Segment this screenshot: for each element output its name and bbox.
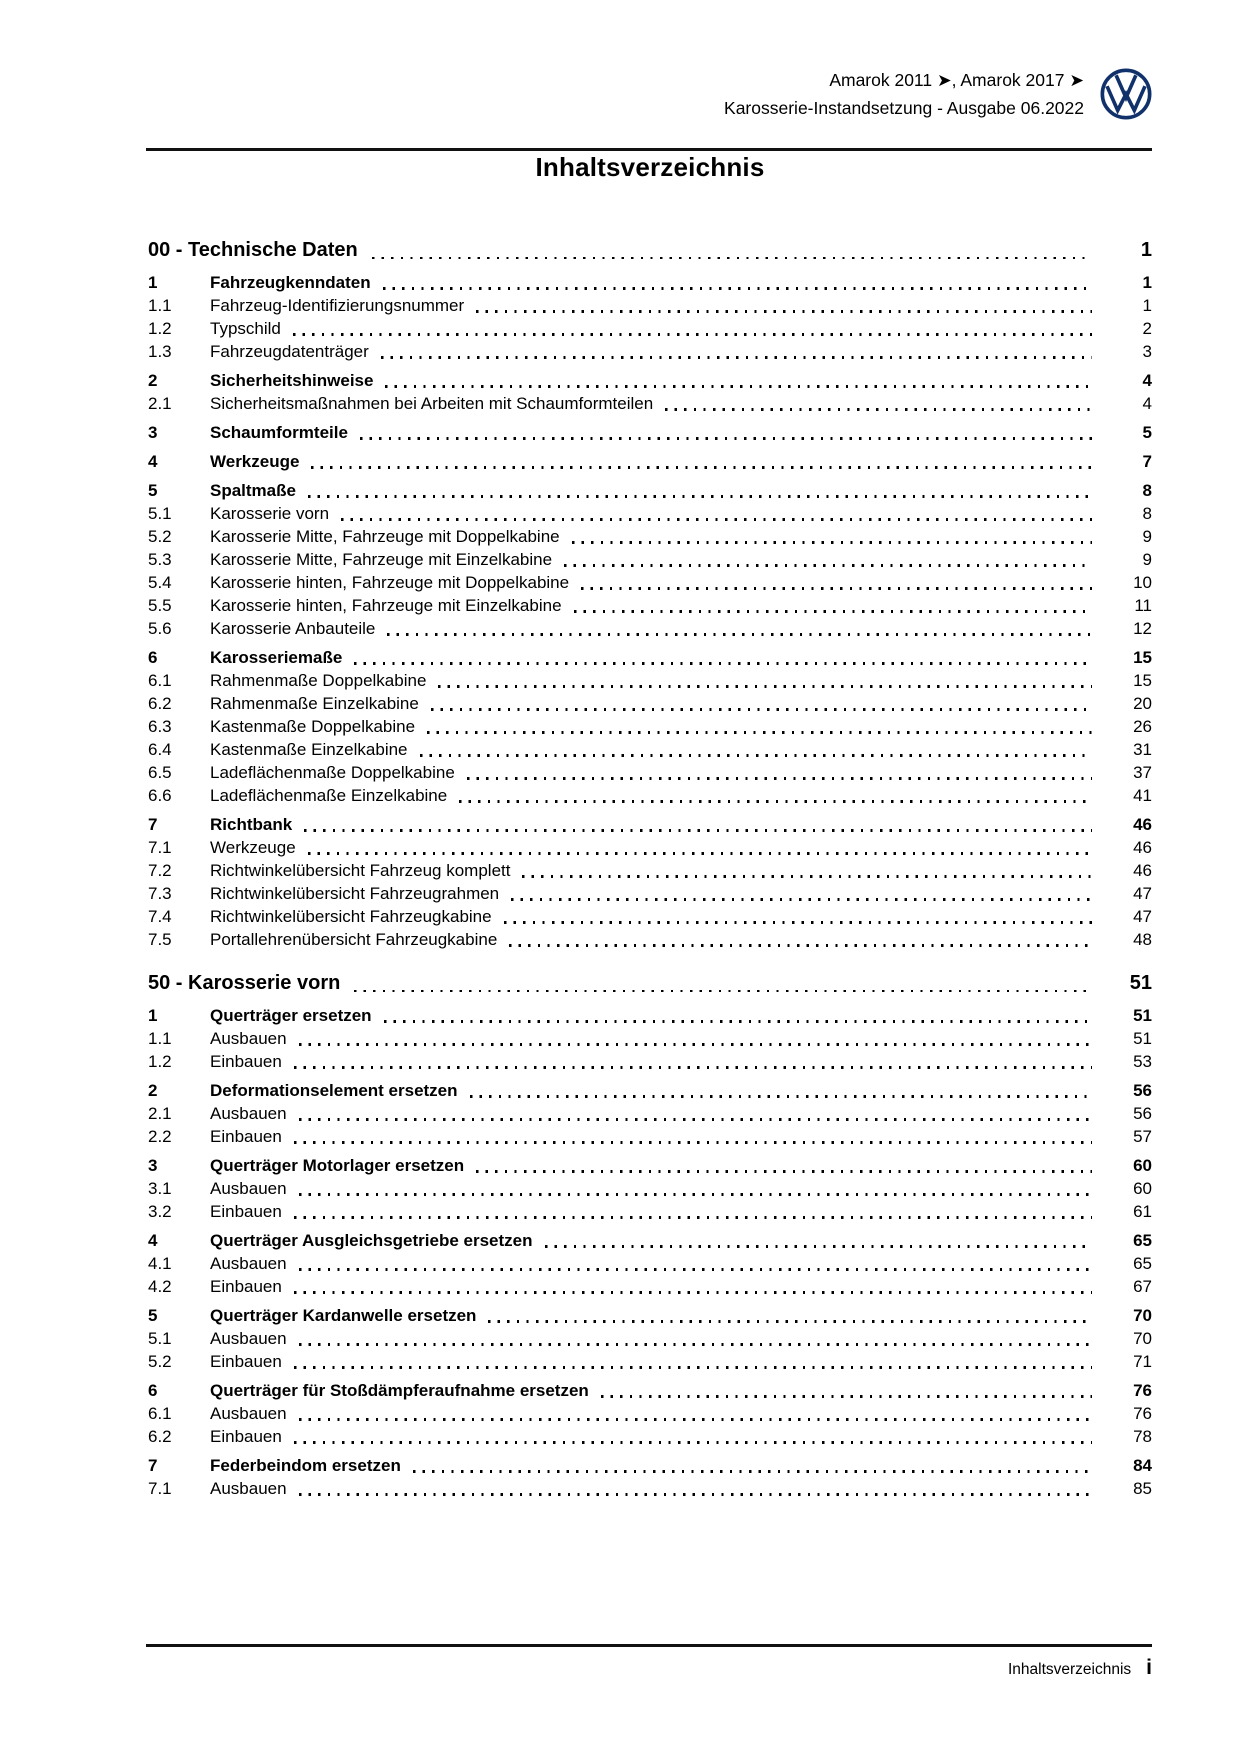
toc-entry-number: 2.1	[148, 394, 172, 413]
toc-entry-page-number: 3	[1142, 342, 1152, 361]
toc-entry-title: Karosserie vorn	[210, 504, 330, 523]
toc-entry-number: 5.2	[148, 527, 172, 546]
toc-entry-page-number: 41	[1133, 786, 1152, 805]
toc-section-label: 00 - Technische Daten	[148, 239, 358, 261]
toc-entry-page-number: 70	[1133, 1306, 1152, 1325]
toc-entry-number: 5.6	[148, 619, 172, 638]
dot-leader	[572, 541, 1092, 543]
dot-leader	[459, 800, 1092, 802]
toc-entry-number: 7.2	[148, 861, 172, 880]
toc-entry[interactable]	[148, 1177, 1152, 1200]
toc-entry-page-number: 8	[1142, 481, 1152, 500]
toc-entry[interactable]	[148, 1229, 1152, 1252]
dot-leader	[304, 829, 1092, 831]
toc-entry-page-number: 78	[1133, 1427, 1152, 1446]
toc-entry-page-number: 76	[1133, 1404, 1152, 1423]
toc-entry-page-number: 15	[1133, 648, 1152, 667]
toc-section-page-number: 51	[1129, 972, 1152, 994]
toc-entry[interactable]	[148, 1304, 1152, 1327]
toc-entry-number: 7.3	[148, 884, 172, 903]
toc-entry[interactable]	[148, 1454, 1152, 1477]
toc-section-header[interactable]	[148, 237, 1152, 264]
toc-entry[interactable]	[148, 761, 1152, 784]
toc-entry-title: Karosserie Anbauteile	[210, 619, 376, 638]
toc-entry-page-number: 76	[1133, 1381, 1152, 1400]
toc-entry[interactable]	[148, 271, 1152, 294]
dot-leader	[308, 495, 1092, 497]
toc-entry-number: 7.1	[148, 1479, 172, 1498]
toc-entry-title: Karosserie hinten, Fahrzeuge mit Doppelkabine	[210, 573, 570, 592]
dot-leader	[294, 1366, 1092, 1368]
toc-entry-title: Querträger Motorlager ersetzen	[210, 1156, 465, 1175]
toc-entry[interactable]	[148, 571, 1152, 594]
toc-entry-title: Ladeflächenmaße Doppelkabine	[210, 763, 455, 782]
toc-entry-number: 6	[148, 1381, 158, 1400]
dot-leader	[381, 356, 1092, 358]
toc-entry[interactable]	[148, 1102, 1152, 1125]
dot-leader	[299, 1343, 1092, 1345]
toc-entry-title: Schaumformteile	[210, 423, 348, 442]
toc-entry-number: 2.2	[148, 1127, 172, 1146]
toc-entry[interactable]	[148, 882, 1152, 905]
toc-entry-page-number: 46	[1133, 838, 1152, 857]
toc-entry-title: Werkzeuge	[210, 838, 296, 857]
toc-entry-title: Karosseriemaße	[210, 648, 343, 667]
toc-entry-page-number: 53	[1133, 1052, 1152, 1071]
toc-entry-page-number: 9	[1142, 550, 1152, 569]
toc-entry-page-number: 84	[1133, 1456, 1152, 1475]
toc-entry-number: 6.2	[148, 1427, 172, 1446]
toc-entry-page-number: 51	[1133, 1006, 1152, 1025]
toc-entry-page-number: 9	[1142, 527, 1152, 546]
dot-leader	[294, 1441, 1092, 1443]
toc-entry-number: 1	[148, 273, 158, 292]
toc-entry-number: 4.2	[148, 1277, 172, 1296]
dot-leader	[294, 1141, 1092, 1143]
toc-entry-number: 1.2	[148, 1052, 172, 1071]
toc-entry[interactable]	[148, 928, 1152, 951]
toc-entry[interactable]	[148, 1200, 1152, 1223]
toc-entry-title: Karosserie Mitte, Fahrzeuge mit Doppelkabine	[210, 527, 560, 546]
toc-entry-number: 5	[148, 481, 158, 500]
toc-entry-number: 2.1	[148, 1104, 172, 1123]
toc-entry-title: Einbauen	[210, 1127, 282, 1146]
toc-entry-page-number: 15	[1133, 671, 1152, 690]
toc-entry[interactable]	[148, 1079, 1152, 1102]
toc-entry[interactable]	[148, 646, 1152, 669]
toc-entry-page-number: 57	[1133, 1127, 1152, 1146]
toc-entry[interactable]	[148, 715, 1152, 738]
toc-entry[interactable]	[148, 1350, 1152, 1373]
toc-entry-title: Rahmenmaße Einzelkabine	[210, 694, 419, 713]
toc-entry-title: Karosserie hinten, Fahrzeuge mit Einzelkabine	[210, 596, 562, 615]
toc-entry[interactable]	[148, 905, 1152, 928]
toc-entry-number: 3	[148, 1156, 158, 1175]
toc-entry-number: 5.1	[148, 504, 172, 523]
toc-entry[interactable]	[148, 1327, 1152, 1350]
dot-leader	[564, 564, 1092, 566]
toc-entry-number: 1.1	[148, 1029, 172, 1048]
toc-entry-title: Einbauen	[210, 1427, 282, 1446]
dot-leader	[311, 466, 1092, 468]
dot-leader	[293, 333, 1092, 335]
dot-leader	[383, 287, 1092, 289]
toc-entry-page-number: 11	[1134, 596, 1152, 615]
toc-entry-number: 2	[148, 371, 158, 390]
toc-entry-page-number: 31	[1133, 740, 1152, 759]
page-footer	[1008, 1656, 1152, 1680]
toc-entry-title: Richtwinkelübersicht Fahrzeugrahmen	[210, 884, 500, 903]
dot-leader	[665, 408, 1092, 410]
dot-leader	[420, 754, 1092, 756]
toc-entry-title: Deformationselement ersetzen	[210, 1081, 458, 1100]
toc-entry-page-number: 4	[1142, 394, 1152, 413]
toc-entry-number: 5.1	[148, 1329, 172, 1348]
toc-entry-title: Spaltmaße	[210, 481, 296, 500]
dot-leader	[438, 685, 1092, 687]
dot-leader	[387, 633, 1092, 635]
toc-entry-number: 1.3	[148, 342, 172, 361]
page-title: Inhaltsverzeichnis	[535, 152, 765, 182]
toc-entry-number: 4.1	[148, 1254, 172, 1273]
toc-entry-page-number: 70	[1133, 1329, 1152, 1348]
header-model-line: Amarok 2011 ➤, Amarok 2017 ➤	[829, 70, 1084, 90]
dot-leader	[294, 1216, 1092, 1218]
toc-entry-number: 3.1	[148, 1179, 172, 1198]
toc-entry-page-number: 61	[1133, 1202, 1152, 1221]
dot-leader	[413, 1470, 1092, 1472]
toc-entry-page-number: 60	[1133, 1179, 1152, 1198]
toc-entry-number: 6	[148, 648, 158, 667]
dot-leader	[294, 1066, 1092, 1068]
header-text	[724, 66, 1084, 122]
toc-entry-page-number: 48	[1133, 930, 1152, 949]
toc-section-page-number: 1	[1140, 239, 1152, 261]
toc-entry-number: 6.1	[148, 1404, 172, 1423]
dot-leader	[476, 310, 1092, 312]
toc-entry-number: 6.2	[148, 694, 172, 713]
toc-entry-title: Ausbauen	[210, 1254, 287, 1273]
toc-entry-page-number: 1	[1142, 273, 1152, 292]
toc-entry-title: Werkzeuge	[210, 452, 300, 471]
toc-entry-title: Fahrzeug-Identifizierungsnummer	[210, 296, 465, 315]
toc-entry-page-number: 60	[1133, 1156, 1152, 1175]
toc-entry-title: Ausbauen	[210, 1479, 287, 1498]
footer-divider	[146, 1644, 1152, 1647]
toc-entry-page-number: 56	[1133, 1081, 1152, 1100]
toc-entry-page-number: 65	[1133, 1254, 1152, 1273]
toc-entry[interactable]	[148, 617, 1152, 640]
toc-entry-page-number: 65	[1133, 1231, 1152, 1250]
toc-entry-title: Sicherheitsmaßnahmen bei Arbeiten mit Schaumformteilen	[210, 394, 654, 413]
toc-entry[interactable]	[148, 1125, 1152, 1148]
footer-section-label: Inhaltsverzeichnis	[1007, 1661, 1132, 1678]
toc-entry-page-number: 47	[1133, 907, 1152, 926]
toc-entry[interactable]	[148, 1275, 1152, 1298]
toc-entry[interactable]	[148, 421, 1152, 444]
toc-entry-page-number: 37	[1133, 763, 1152, 782]
dot-leader	[581, 587, 1092, 589]
toc-entry[interactable]	[148, 479, 1152, 502]
toc-entry-title: Ausbauen	[210, 1404, 287, 1423]
toc-entry[interactable]	[148, 1379, 1152, 1402]
toc-entry[interactable]	[148, 1477, 1152, 1500]
toc-entry-title: Einbauen	[210, 1277, 282, 1296]
toc-entry-title: Sicherheitshinweise	[210, 371, 374, 390]
dot-leader	[384, 1020, 1092, 1022]
toc-entry-page-number: 51	[1133, 1029, 1152, 1048]
toc-entry-number: 5.3	[148, 550, 172, 569]
toc-entry-title: Einbauen	[210, 1202, 282, 1221]
dot-leader	[574, 610, 1092, 612]
dot-leader	[467, 777, 1092, 779]
dot-leader	[509, 944, 1092, 946]
dot-leader	[601, 1395, 1092, 1397]
toc-entry-title: Ausbauen	[210, 1329, 287, 1348]
dot-leader	[427, 731, 1092, 733]
toc-entry-number: 1	[148, 1006, 158, 1025]
toc-entry-number: 3.2	[148, 1202, 172, 1221]
toc-entry-title: Fahrzeugdatenträger	[210, 342, 369, 361]
toc-entry-page-number: 7	[1142, 452, 1152, 471]
toc-entry-page-number: 46	[1133, 815, 1152, 834]
toc-entry-number: 1.2	[148, 319, 172, 338]
toc-entry-page-number: 85	[1133, 1479, 1152, 1498]
footer-page-number: i	[1146, 1656, 1152, 1679]
toc-entry-number: 5.5	[148, 596, 172, 615]
toc-entry-number: 6.5	[148, 763, 172, 782]
toc-entry[interactable]	[148, 294, 1152, 317]
toc-section-header[interactable]	[148, 970, 1152, 997]
toc-entry[interactable]	[148, 317, 1152, 340]
toc-entry[interactable]	[148, 836, 1152, 859]
toc-entry-number: 2	[148, 1081, 158, 1100]
toc-entry[interactable]	[148, 502, 1152, 525]
toc-entry-title: Querträger ersetzen	[210, 1006, 372, 1025]
toc-entry-number: 3	[148, 423, 158, 442]
dot-leader	[360, 437, 1092, 439]
dot-leader	[299, 1043, 1092, 1045]
toc-entry-title: Kastenmaße Doppelkabine	[210, 717, 416, 736]
toc-entry-title: Portallehrenübersicht Fahrzeugkabine	[210, 930, 498, 949]
dot-leader	[522, 875, 1092, 877]
toc-entry-page-number: 71	[1133, 1352, 1152, 1371]
toc-entry-title: Ausbauen	[210, 1179, 287, 1198]
toc-entry-number: 4	[148, 452, 158, 471]
toc-entry-page-number: 12	[1133, 619, 1152, 638]
toc-entry[interactable]	[148, 1425, 1152, 1448]
toc-entry[interactable]	[148, 669, 1152, 692]
toc-entry-page-number: 26	[1133, 717, 1152, 736]
toc-entry-number: 6.3	[148, 717, 172, 736]
toc-entry-number: 5	[148, 1306, 158, 1325]
toc-entry-number: 4	[148, 1231, 158, 1250]
dot-leader	[476, 1170, 1092, 1172]
dot-leader	[431, 708, 1092, 710]
toc-entry-page-number: 1	[1142, 296, 1152, 315]
toc-entry[interactable]	[148, 1050, 1152, 1073]
toc-entry[interactable]	[148, 1154, 1152, 1177]
toc-entry-number: 7	[148, 815, 158, 834]
toc-entry-number: 7.1	[148, 838, 172, 857]
header-edition-line: Karosserie-Instandsetzung - Ausgabe 06.2022	[724, 98, 1084, 118]
toc-entry-page-number: 4	[1142, 371, 1152, 390]
toc-entry-title: Richtwinkelübersicht Fahrzeugkabine	[210, 907, 492, 926]
toc-entry-title: Ladeflächenmaße Einzelkabine	[210, 786, 448, 805]
toc-entry[interactable]	[148, 1004, 1152, 1027]
dot-leader	[299, 1193, 1092, 1195]
toc-entry-number: 6.4	[148, 740, 172, 759]
toc-entry[interactable]	[148, 548, 1152, 571]
dot-leader	[545, 1245, 1093, 1247]
toc-entry-page-number: 8	[1142, 504, 1152, 523]
toc-entry[interactable]	[148, 784, 1152, 807]
dot-leader	[294, 1291, 1092, 1293]
toc-entry-title: Ausbauen	[210, 1104, 287, 1123]
dot-leader	[354, 662, 1092, 664]
toc-entry-title: Einbauen	[210, 1052, 282, 1071]
dot-leader	[504, 921, 1092, 923]
toc-entry-page-number: 47	[1133, 884, 1152, 903]
dot-leader	[354, 990, 1092, 992]
toc-entry-number: 7	[148, 1456, 158, 1475]
toc-entry-number: 5.2	[148, 1352, 172, 1371]
page-header	[148, 66, 1152, 122]
toc-entry[interactable]	[148, 340, 1152, 363]
toc-entry-title: Ausbauen	[210, 1029, 287, 1048]
toc-entry[interactable]	[148, 1027, 1152, 1050]
table-of-contents	[148, 218, 1152, 1500]
toc-entry-number: 6.1	[148, 671, 172, 690]
toc-entry[interactable]	[148, 525, 1152, 548]
toc-entry-page-number: 10	[1133, 573, 1152, 592]
toc-entry-title: Querträger Ausgleichsgetriebe ersetzen	[210, 1231, 533, 1250]
toc-entry[interactable]	[148, 859, 1152, 882]
dot-leader	[299, 1493, 1092, 1495]
dot-leader	[511, 898, 1092, 900]
toc-entry-number: 5.4	[148, 573, 172, 592]
toc-entry-title: Einbauen	[210, 1352, 282, 1371]
toc-entry[interactable]	[148, 813, 1152, 836]
toc-entry-title: Kastenmaße Einzelkabine	[210, 740, 408, 759]
dot-leader	[299, 1268, 1092, 1270]
toc-entry-title: Querträger Kardanwelle ersetzen	[210, 1306, 477, 1325]
toc-entry[interactable]	[148, 392, 1152, 415]
toc-entry-title: Federbeindom ersetzen	[210, 1456, 401, 1475]
dot-leader	[299, 1118, 1092, 1120]
dot-leader	[488, 1320, 1092, 1322]
toc-entry-title: Querträger für Stoßdämpferaufnahme ersetzen	[210, 1381, 589, 1400]
toc-entry-title: Fahrzeugkenndaten	[210, 273, 371, 292]
toc-entry-title: Rahmenmaße Doppelkabine	[210, 671, 427, 690]
toc-entry[interactable]	[148, 1252, 1152, 1275]
toc-entry-page-number: 5	[1142, 423, 1152, 442]
dot-leader	[308, 852, 1092, 854]
toc-entry[interactable]	[148, 692, 1152, 715]
dot-leader	[299, 1418, 1092, 1420]
toc-entry[interactable]	[148, 369, 1152, 392]
dot-leader	[470, 1095, 1092, 1097]
toc-entry-title: Richtbank	[210, 815, 293, 834]
toc-entry-title: Karosserie Mitte, Fahrzeuge mit Einzelkabine	[210, 550, 553, 569]
toc-section-label: 50 - Karosserie vorn	[148, 972, 341, 994]
toc-entry-number: 1.1	[148, 296, 172, 315]
toc-entry-number: 7.5	[148, 930, 172, 949]
dot-leader	[341, 518, 1092, 520]
toc-entry-title: Typschild	[210, 319, 281, 338]
toc-entry-number: 7.4	[148, 907, 172, 926]
toc-entry-page-number: 67	[1133, 1277, 1152, 1296]
dot-leader	[372, 257, 1092, 259]
toc-entry[interactable]	[148, 594, 1152, 617]
dot-leader	[385, 385, 1092, 387]
toc-entry-page-number: 2	[1142, 319, 1152, 338]
toc-entry[interactable]	[148, 450, 1152, 473]
toc-entry-page-number: 20	[1133, 694, 1152, 713]
toc-entry[interactable]	[148, 738, 1152, 761]
header-divider	[146, 148, 1152, 151]
toc-entry[interactable]	[148, 1402, 1152, 1425]
toc-entry-number: 6.6	[148, 786, 172, 805]
toc-entry-title: Richtwinkelübersicht Fahrzeug komplett	[210, 861, 511, 880]
toc-entry-page-number: 46	[1133, 861, 1152, 880]
toc-entry-page-number: 56	[1133, 1104, 1152, 1123]
volkswagen-logo-icon	[1100, 68, 1152, 120]
